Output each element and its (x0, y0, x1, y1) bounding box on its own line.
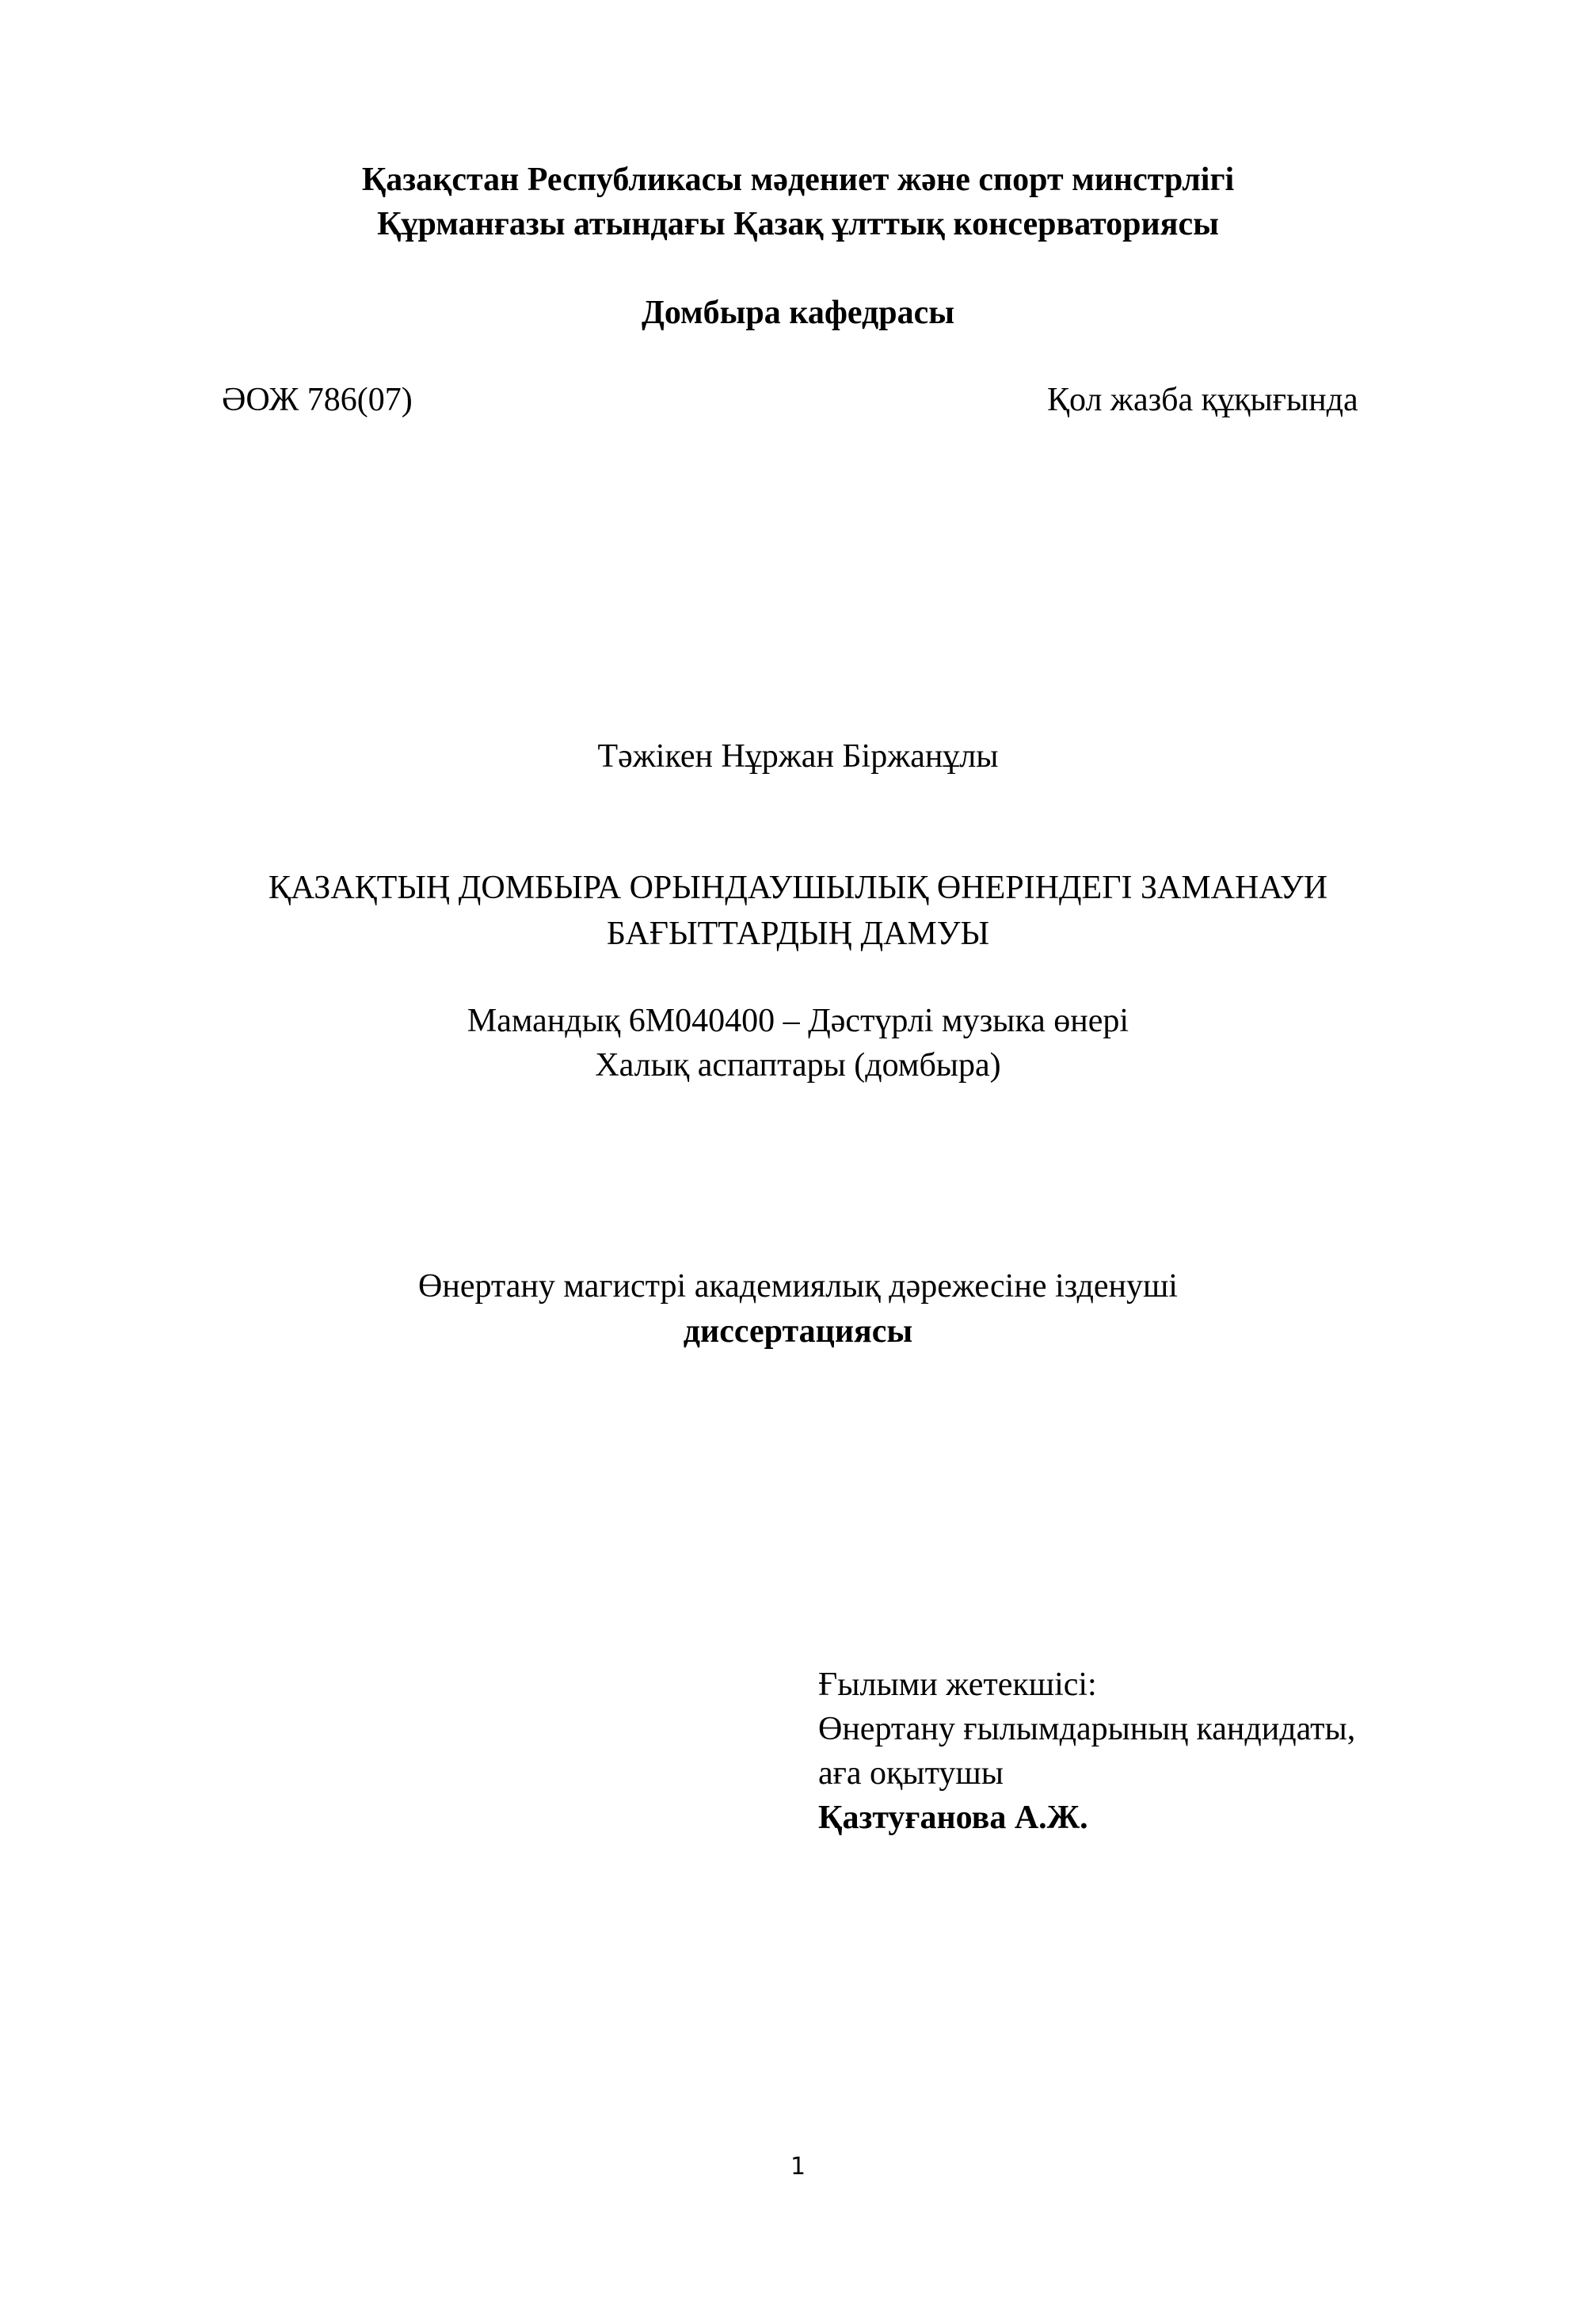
department-heading: Домбыра кафедрасы (641, 295, 955, 331)
supervisor-name: Қазтуғанова А.Ж. (818, 1800, 1088, 1836)
specialty-line-2: Халық аспаптары (домбыра) (595, 1047, 1001, 1084)
conservatory-heading: Құрманғазы атындағы Қазақ ұлттық консерваториясы (377, 206, 1219, 242)
author-name: Тәжікен Нұржан Біржанұлы (597, 738, 999, 775)
manuscript-rights: Қол жазба құқығында (1047, 382, 1358, 418)
page-number: 1 (790, 2153, 806, 2181)
ministry-heading: Қазақстан Республикасы мәдениет және спорт минстрлігі (361, 162, 1235, 198)
thesis-title-line-2: БАҒЫТТАРДЫҢ ДАМУЫ (606, 916, 990, 952)
degree-line-1: Өнертану магистрі академиялық дәрежесіне ізденуші (418, 1268, 1178, 1305)
thesis-title-line-1: ҚАЗАҚТЫҢ ДОМБЫРА ОРЫНДАУШЫЛЫҚ ӨНЕРІНДЕГІ ЗАМАНАУИ (268, 870, 1328, 906)
supervisor-label: Ғылыми жетекшісі: (818, 1667, 1097, 1703)
udc-code: ӘОЖ 786(07) (222, 382, 413, 418)
supervisor-degree: Өнертану ғылымдарының кандидаты, (818, 1711, 1356, 1747)
supervisor-position: аға оқытушы (818, 1755, 1004, 1792)
specialty-line-1: Мамандық 6М040400 – Дәстүрлі музыка өнері (467, 1003, 1129, 1039)
degree-line-2: диссертациясы (683, 1313, 913, 1350)
